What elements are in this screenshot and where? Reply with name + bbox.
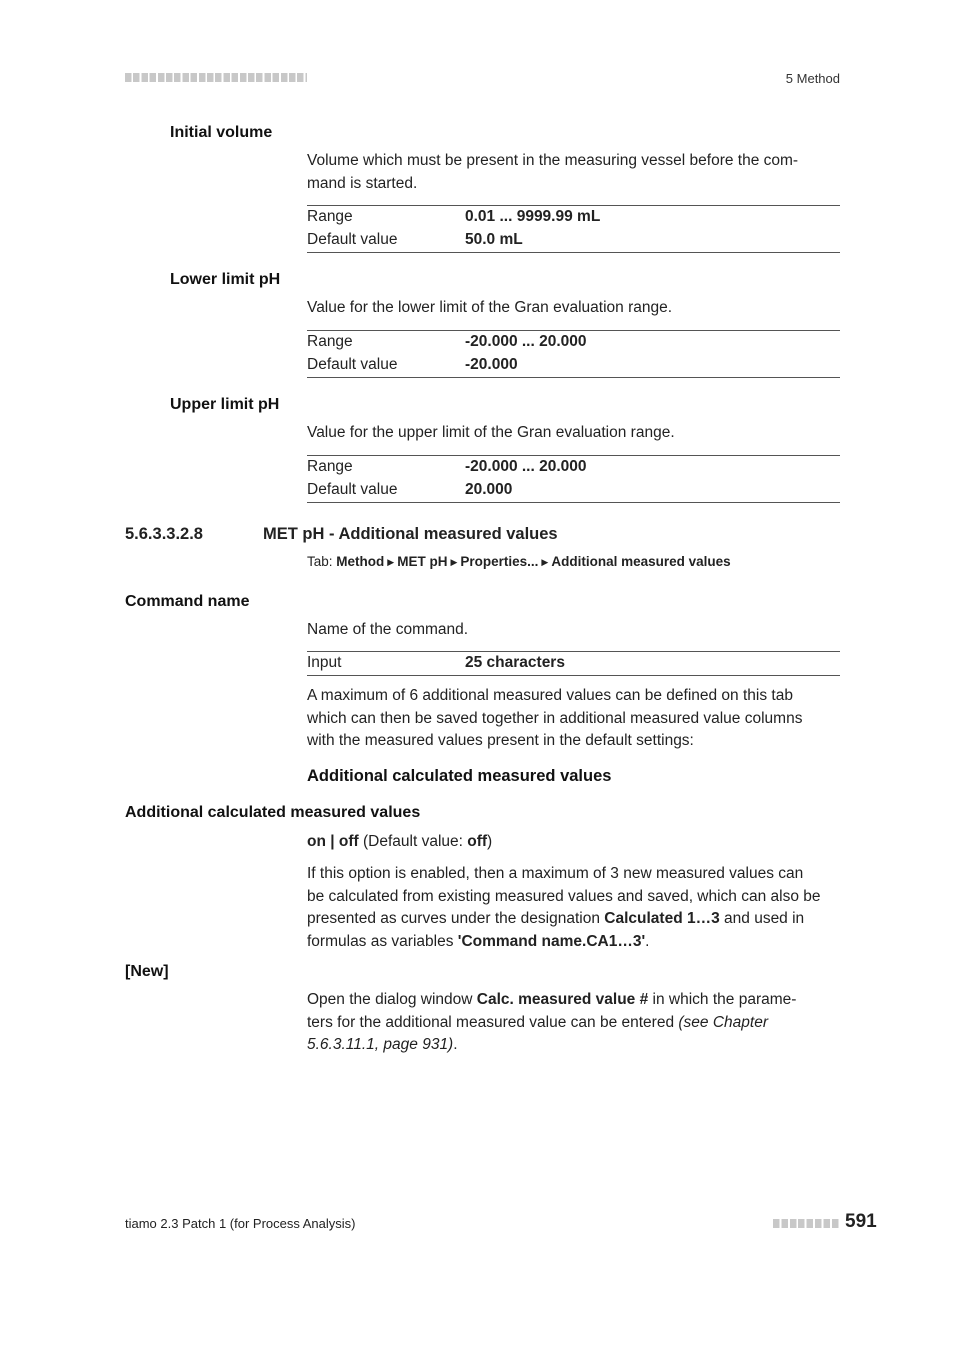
subsection-heading: Additional calculated measured values bbox=[307, 767, 612, 785]
table-row: Range 0.01 ... 9999.99 mL bbox=[307, 208, 601, 225]
breadcrumb-item: MET pH bbox=[397, 554, 448, 569]
param-title-new-button: [New] bbox=[125, 963, 169, 980]
section-number: 5.6.3.3.2.8 bbox=[125, 525, 203, 543]
param-title-lower-limit: Lower limit pH bbox=[170, 271, 281, 288]
table-row: Default value 50.0 mL bbox=[307, 231, 523, 248]
param-title-additional-calculated: Additional calculated measured values bbox=[125, 804, 421, 821]
param-title-initial-volume: Initial volume bbox=[170, 124, 273, 141]
param-description-command-name: Name of the command. bbox=[307, 621, 469, 638]
breadcrumb-item: Additional measured values bbox=[551, 554, 731, 569]
table-row: Default value -20.000 bbox=[307, 356, 518, 373]
param-description-lower-limit: Value for the lower limit of the Gran evaluation range. bbox=[307, 299, 673, 316]
param-options-additional-calculated: on | off (Default value: off) bbox=[307, 833, 493, 850]
intro-paragraph: A maximum of 6 additional measured values can be defined on this tab which can then be saved together in additional measured value columns with the measured values present in the default settings: bbox=[307, 687, 803, 749]
header-decoration bbox=[125, 73, 307, 82]
table-row: Range -20.000 ... 20.000 bbox=[307, 458, 587, 475]
triangle-right-icon: ▶ bbox=[387, 557, 395, 567]
breadcrumb-item: Method bbox=[336, 554, 385, 569]
param-description-new-button: Open the dialog window Calc. measured value # in which the parame- ters for the additional measured value can be entered (see Chapter 5.6.3.11.1, page 931). bbox=[307, 991, 797, 1053]
table-row: Range -20.000 ... 20.000 bbox=[307, 333, 587, 350]
param-description-initial-volume: Volume which must be present in the measuring vessel before the com- mand is started. bbox=[307, 152, 799, 192]
param-title-upper-limit: Upper limit pH bbox=[170, 396, 280, 413]
param-table-command-name bbox=[307, 651, 840, 676]
table-row: Default value 20.000 bbox=[307, 481, 513, 498]
footer-product: tiamo 2.3 Patch 1 (for Process Analysis) bbox=[125, 1216, 356, 1231]
running-header-chapter: 5 Method bbox=[785, 71, 840, 86]
triangle-right-icon: ▶ bbox=[450, 557, 458, 567]
param-table-upper-limit bbox=[307, 455, 840, 503]
param-description-upper-limit: Value for the upper limit of the Gran evaluation range. bbox=[307, 424, 675, 441]
param-title-command-name: Command name bbox=[125, 593, 250, 610]
param-table-lower-limit bbox=[307, 330, 840, 378]
section-title: MET pH - Additional measured values bbox=[263, 525, 558, 543]
table-row: Input 25 characters bbox=[307, 654, 565, 671]
breadcrumb-item: Properties... bbox=[460, 554, 539, 569]
page-number: 591 bbox=[845, 1211, 877, 1232]
triangle-right-icon: ▶ bbox=[541, 557, 549, 567]
param-description-additional-calculated: If this option is enabled, then a maximum of 3 new measured values can be calculated from existing measured values and saved, which can also be presented as curves under the designation Calculated 1…3 and used in formulas as variables 'Command name.CA1…3'. bbox=[307, 865, 821, 950]
tab-path-breadcrumb: Tab: Method ▶ MET pH ▶ Properties... ▶ Additional measured values bbox=[307, 554, 731, 569]
footer-decoration bbox=[773, 1219, 840, 1228]
param-table-initial-volume bbox=[307, 205, 840, 253]
chapter-link[interactable]: 5.6.3.11.1, page 931) bbox=[307, 1036, 454, 1053]
